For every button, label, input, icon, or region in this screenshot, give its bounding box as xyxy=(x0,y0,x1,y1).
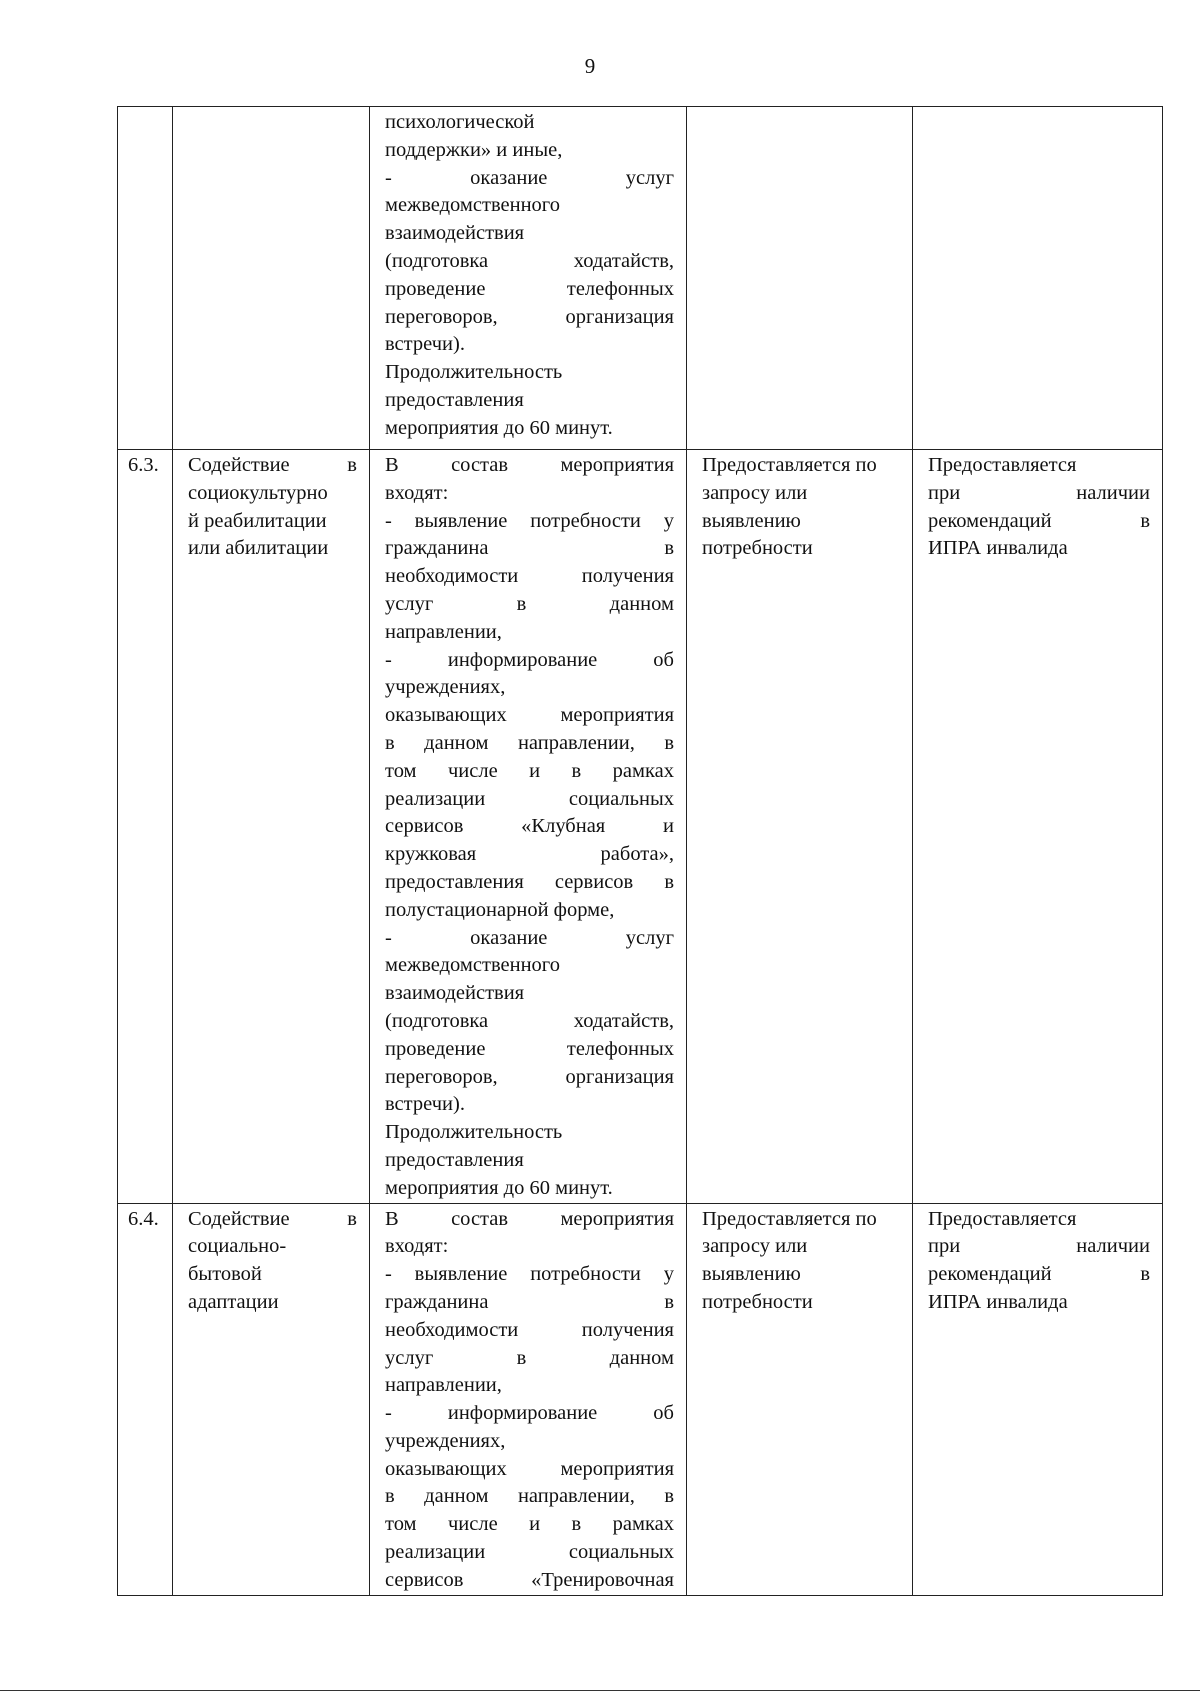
text-line: Продолжительность xyxy=(385,361,563,384)
table-row xyxy=(118,1203,1163,1595)
text-line: выявлению xyxy=(702,1263,801,1286)
text-line: кружковая работа», xyxy=(385,843,674,866)
text-line: Предоставляется xyxy=(928,1207,1077,1230)
measure-name-cell xyxy=(173,450,370,1204)
text-line: входят: xyxy=(385,1235,449,1258)
text-line: межведомственного xyxy=(385,954,560,977)
text-line: сервисов «Клубная и xyxy=(385,815,674,838)
text-line: В состав мероприятия xyxy=(385,454,674,476)
text-line: проведение телефонных xyxy=(385,277,674,300)
provision-condition-cell xyxy=(687,107,913,450)
text-line: гражданина в xyxy=(385,1290,674,1313)
measure-name-cell xyxy=(173,1203,370,1595)
text-line: Предоставляется xyxy=(928,454,1077,476)
text-line: направлении, xyxy=(385,620,502,643)
text-line: проведение телефонных xyxy=(385,1037,674,1060)
text-line: потребности xyxy=(702,1290,813,1313)
row-number-cell xyxy=(118,1203,173,1595)
measure-content-cell xyxy=(370,1203,687,1595)
text-line: встречи). xyxy=(385,1093,465,1116)
text-line: - выявление потребности у xyxy=(385,1263,674,1286)
text-line: при наличии xyxy=(928,481,1150,504)
table-body xyxy=(118,107,1163,1596)
text-line: рекомендаций в xyxy=(928,509,1150,532)
text-line: выявлению xyxy=(702,509,801,532)
text-line: Предоставляется по xyxy=(702,454,877,476)
text-line: входят: xyxy=(385,481,449,504)
table-row xyxy=(118,450,1163,1204)
text-line: переговоров, организация xyxy=(385,305,674,328)
row-number: 6.4. xyxy=(128,1207,159,1230)
measure-content-cell xyxy=(370,450,687,1204)
text-line: при наличии xyxy=(928,1235,1150,1258)
text-line: необходимости получения xyxy=(385,565,674,588)
text-line: гражданина в xyxy=(385,537,674,560)
measures-table xyxy=(117,106,1163,1596)
row-number: 6.3. xyxy=(128,454,159,476)
text-line: ИПРА инвалида xyxy=(928,537,1068,560)
text-line: межведомственного xyxy=(385,194,560,217)
text-line: ИПРА инвалида xyxy=(928,1290,1068,1313)
text-line: необходимости получения xyxy=(385,1318,674,1341)
text-line: предоставления xyxy=(385,1148,524,1171)
text-line: предоставления xyxy=(385,388,524,411)
text-line: полустационарной форме, xyxy=(385,898,615,921)
text-line: (подготовка ходатайств, xyxy=(385,249,674,272)
page-number: 9 xyxy=(584,54,596,78)
text-line: направлении, xyxy=(385,1374,502,1397)
text-line: или абилитации xyxy=(188,537,329,560)
provision-note-cell xyxy=(913,107,1163,450)
text-line: оказывающих мероприятия xyxy=(385,704,674,727)
text-line: потребности xyxy=(702,537,813,560)
text-line: бытовой xyxy=(188,1263,262,1286)
text-line: поддержки» и иные, xyxy=(385,138,563,161)
text-line: том числе и в рамках xyxy=(385,759,674,782)
text-line: учреждениях, xyxy=(385,1429,506,1452)
text-line: мероприятия до 60 минут. xyxy=(385,1176,613,1199)
text-line: адаптации xyxy=(188,1290,279,1313)
text-line: услуг в данном xyxy=(385,592,674,615)
text-line: рекомендаций в xyxy=(928,1263,1150,1286)
text-line: реализации социальных xyxy=(385,1541,674,1564)
text-line: Продолжительность xyxy=(385,1121,563,1144)
text-line: - информирование об xyxy=(385,648,674,671)
provision-note-cell xyxy=(913,450,1163,1204)
text-line: запросу или xyxy=(702,481,808,504)
text-line: й реабилитации xyxy=(188,509,327,532)
text-line: Содействие в xyxy=(188,454,357,476)
text-line: психологической xyxy=(385,111,535,133)
text-line: предоставления сервисов в xyxy=(385,870,674,893)
text-line: учреждениях, xyxy=(385,676,506,699)
text-line: Предоставляется по xyxy=(702,1207,877,1230)
text-line: - информирование об xyxy=(385,1402,674,1425)
text-line: реализации социальных xyxy=(385,787,674,810)
text-line: - оказание услуг xyxy=(385,926,674,949)
measure-content-cell xyxy=(370,107,687,450)
text-line: взаимодействия xyxy=(385,982,525,1005)
text-line: в данном направлении, в xyxy=(385,1485,674,1508)
text-line: в данном направлении, в xyxy=(385,731,674,754)
text-line: услуг в данном xyxy=(385,1346,674,1369)
provision-note-cell xyxy=(913,1203,1163,1595)
text-line: том числе и в рамках xyxy=(385,1513,674,1536)
text-line: - выявление потребности у xyxy=(385,509,674,532)
text-line: (подготовка ходатайств, xyxy=(385,1009,674,1032)
provision-condition-cell xyxy=(687,450,913,1204)
footer-rule xyxy=(0,1690,1200,1691)
text-line: мероприятия до 60 минут. xyxy=(385,416,613,439)
text-line: запросу или xyxy=(702,1235,808,1258)
text-line: встречи). xyxy=(385,333,465,356)
text-line: - оказание услуг xyxy=(385,166,674,189)
text-line: переговоров, организация xyxy=(385,1065,674,1088)
row-number-cell xyxy=(118,107,173,450)
text-line: социально- xyxy=(188,1235,287,1258)
text-line: взаимодействия xyxy=(385,222,525,245)
text-line: оказывающих мероприятия xyxy=(385,1457,674,1480)
text-line: В состав мероприятия xyxy=(385,1207,674,1230)
text-line: Содействие в xyxy=(188,1207,357,1230)
text-line: социокультурно xyxy=(188,481,328,504)
table-row xyxy=(118,107,1163,450)
row-number-cell xyxy=(118,450,173,1204)
provision-condition-cell xyxy=(687,1203,913,1595)
measure-name-cell xyxy=(173,107,370,450)
text-line: сервисов «Тренировочная xyxy=(385,1568,674,1591)
